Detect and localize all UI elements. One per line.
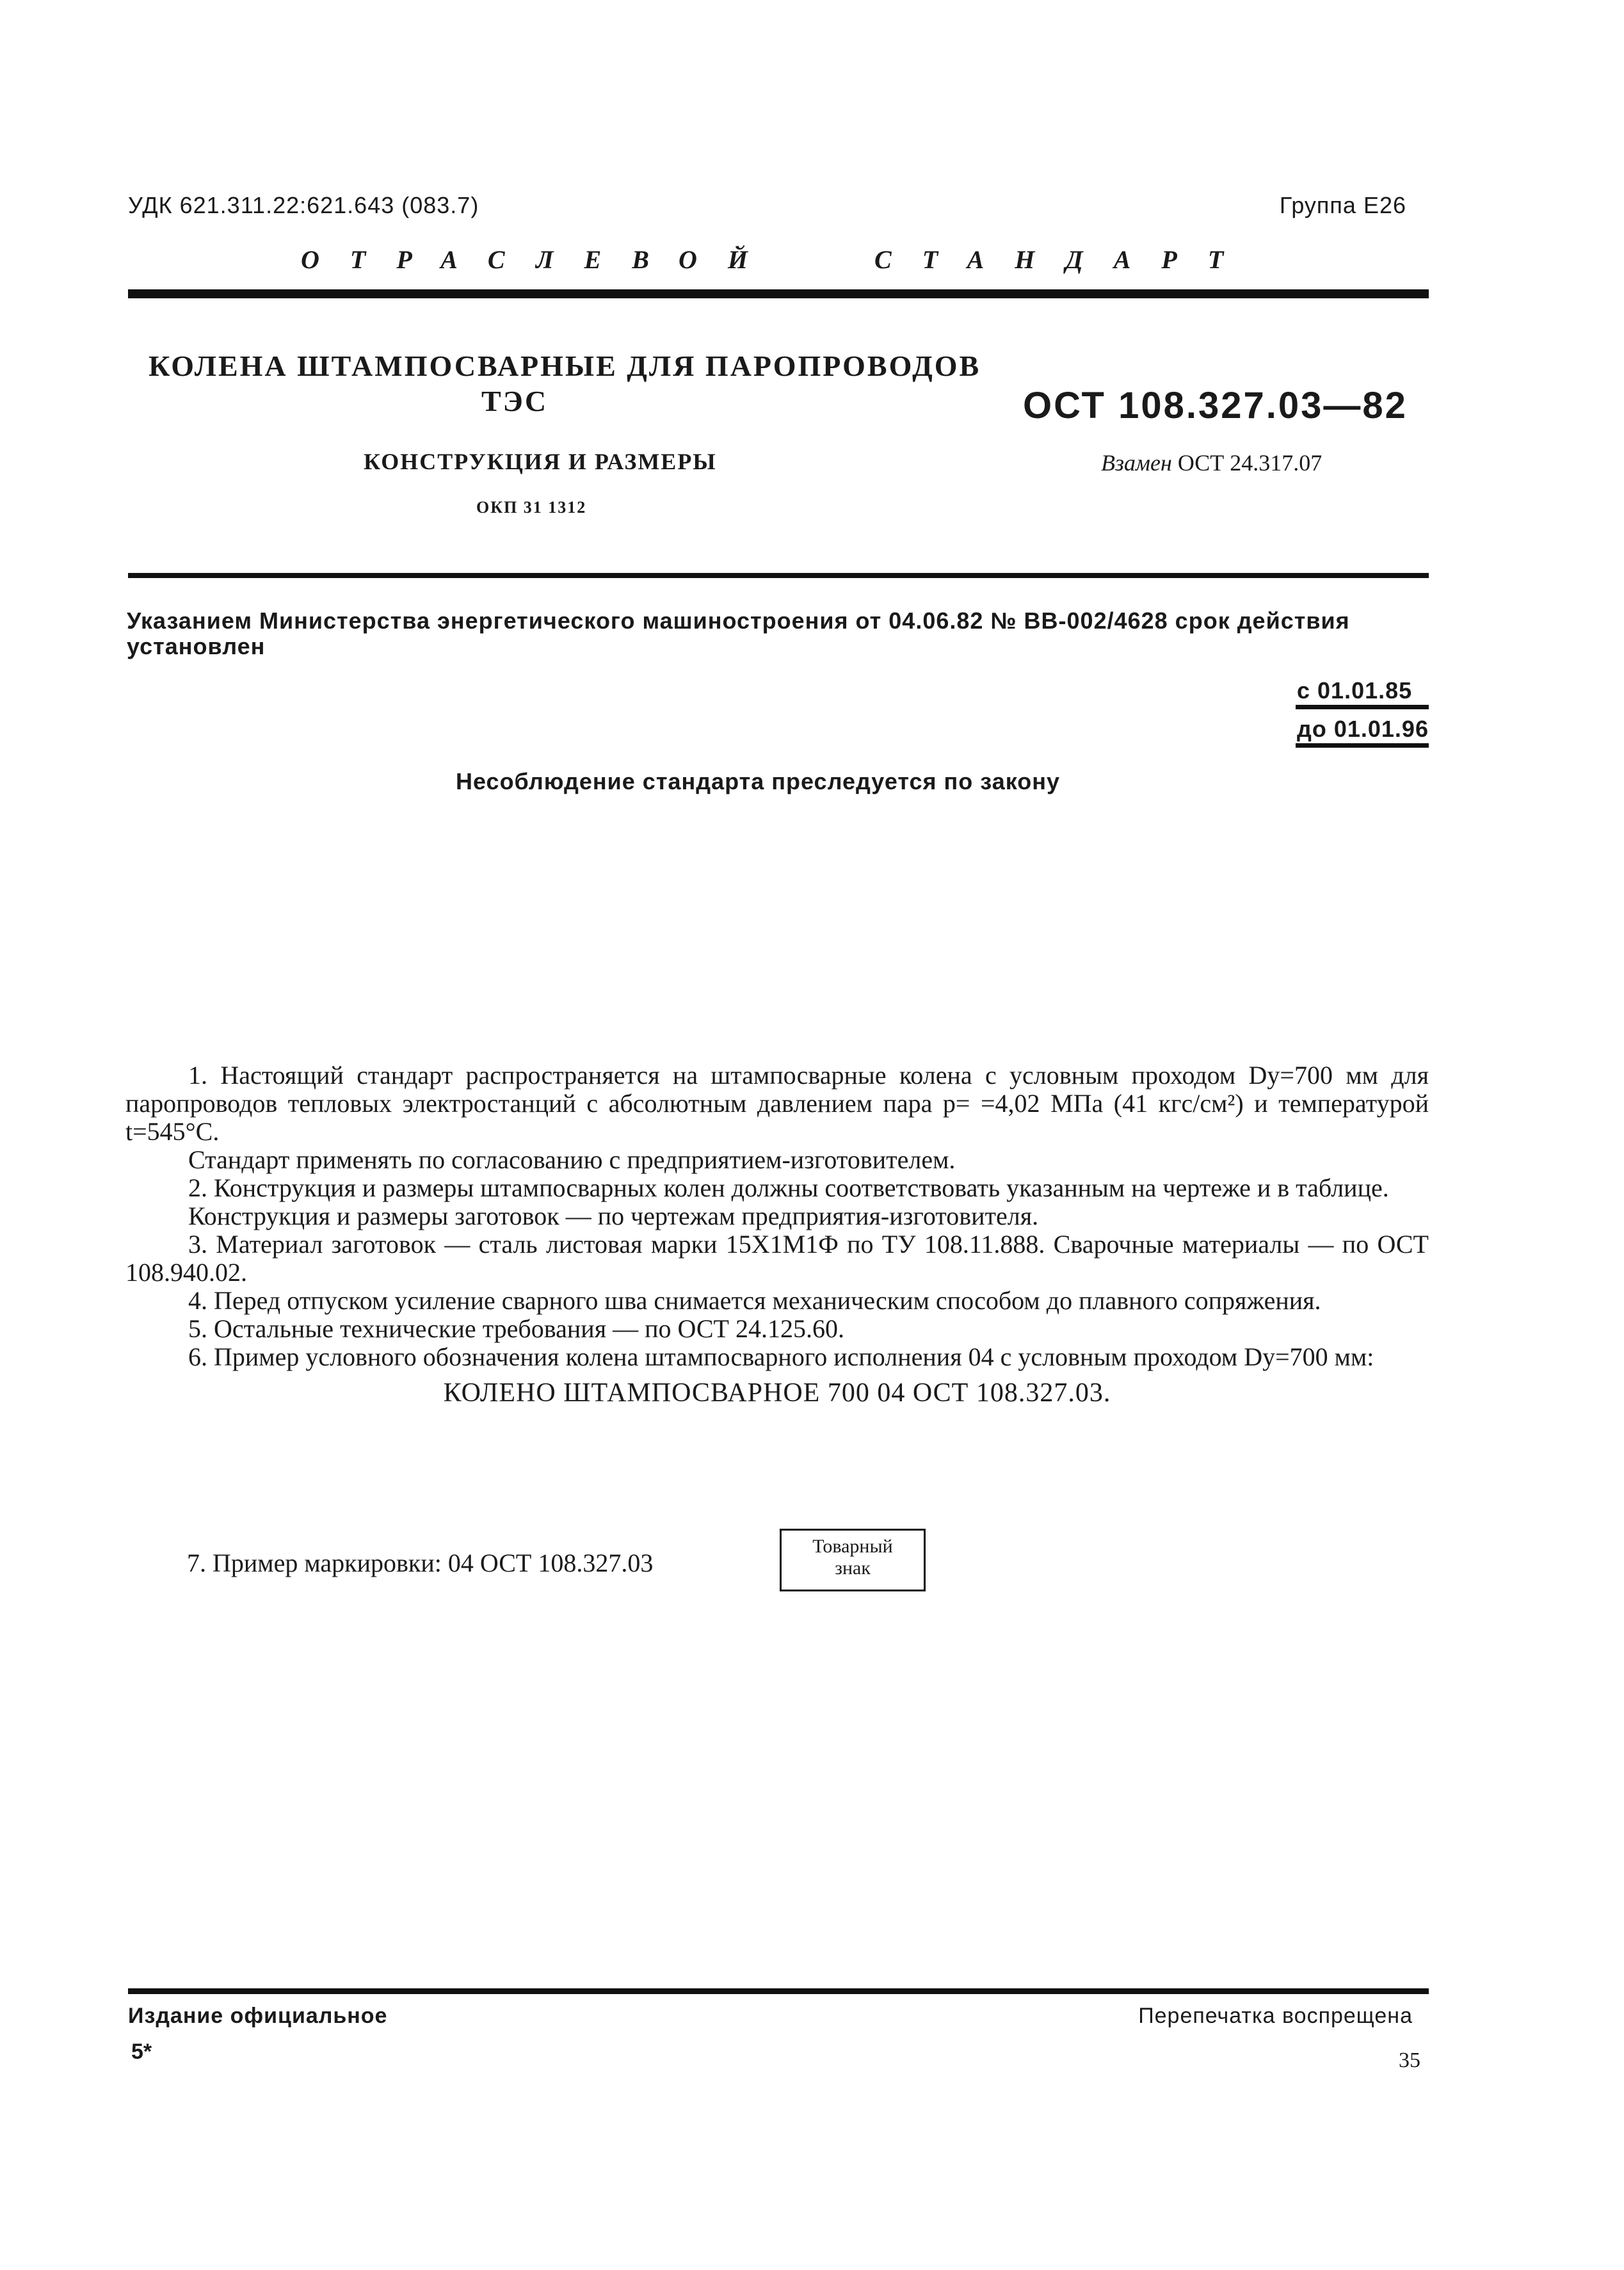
replaces-note — [1101, 449, 1322, 476]
signature-mark: 5* — [131, 2040, 152, 2064]
clause-7: 7. Пример маркировки: 04 ОСТ 108.327.03 — [187, 1549, 654, 1577]
group-code: Группа Е26 — [1279, 192, 1406, 218]
example-designation: КОЛЕНО ШТАМПОСВАРНОЕ 700 04 ОСТ 108.327.03. — [443, 1378, 1111, 1408]
replaces-value: ОСТ 24.317.07 — [1177, 450, 1323, 476]
document-title-line1: КОЛЕНА ШТАМПОСВАРНЫЕ ДЛЯ ПАРОПРОВОДОВ — [149, 350, 981, 382]
clause-4: 4. Перед отпуском усиление сварного шва снимается механическим способом до плавного сопряжения. — [188, 1286, 1321, 1315]
banner-right: СТАНДАРТ — [874, 245, 1255, 274]
valid-from-underline — [1296, 705, 1429, 709]
clause-5: 5. Остальные технические требования — по ОСТ 24.125.60. — [188, 1314, 844, 1343]
standard-number: ОСТ 108.327.03—82 — [1023, 385, 1408, 426]
document-title-line2: ТЭС — [481, 385, 549, 417]
title-rule — [128, 573, 1429, 578]
clause-1-note: Стандарт применять по согласованию с предприятием-изготовителем. — [188, 1145, 956, 1174]
page-number: 35 — [1399, 2049, 1420, 2072]
clause-2: 2. Конструкция и размеры штампосварных колен должны соответствовать указанным на чертеже и в таблице. — [188, 1173, 1389, 1202]
valid-to-date: до 01.01.96 — [1297, 716, 1429, 742]
replaces-label: Взамен — [1101, 450, 1172, 476]
footer-rule — [128, 1988, 1429, 1994]
clause-2-note: Конструкция и размеры заготовок — по чертежам предприятия-изготовителя. — [188, 1202, 1039, 1230]
top-thick-rule — [128, 289, 1429, 298]
valid-to-underline — [1296, 743, 1429, 748]
trademark-line1: Товарный — [812, 1536, 893, 1557]
document-subtitle: КОНСТРУКЦИЯ И РАЗМЕРЫ — [364, 449, 717, 474]
valid-from-date: с 01.01.85 — [1297, 677, 1413, 704]
clause-1: 1. Настоящий стандарт распространяется на штампосварные колена с условным проходом Dу=700 мм для паропроводов тепловых электростанций с абсолютным давлением пара р= =4,02 МПа (41 кгс/см²) и температурой t=545°С. — [125, 1061, 1429, 1146]
clause-6: 6. Пример условного обозначения колена штампосварного исполнения 04 с условным проходом Dу=700 мм: — [188, 1342, 1374, 1371]
standard-type-banner — [301, 245, 1254, 275]
law-notice: Несоблюдение стандарта преследуется по закону — [456, 768, 1061, 794]
trademark-line2: знак — [835, 1558, 871, 1579]
edition-label: Издание официальное — [128, 2004, 388, 2028]
reprint-notice: Перепечатка воспрещена — [1138, 2004, 1413, 2028]
trademark-box — [780, 1529, 926, 1591]
banner-left: ОТРАСЛЕВОЙ — [301, 245, 779, 274]
document-body — [125, 1061, 1429, 1417]
okp-code: ОКП 31 1312 — [476, 498, 587, 517]
clause-3: 3. Материал заготовок — сталь листовая марки 15Х1М1Ф по ТУ 108.11.888. Сварочные материалы — по ОСТ 108.940.02. — [125, 1230, 1429, 1287]
udk-code: УДК 621.311.22:621.643 (083.7) — [128, 192, 479, 218]
ministry-order: Указанием Министерства энергетического машиностроения от 04.06.82 № ВВ-002/4628 срок действия установлен — [127, 608, 1350, 659]
